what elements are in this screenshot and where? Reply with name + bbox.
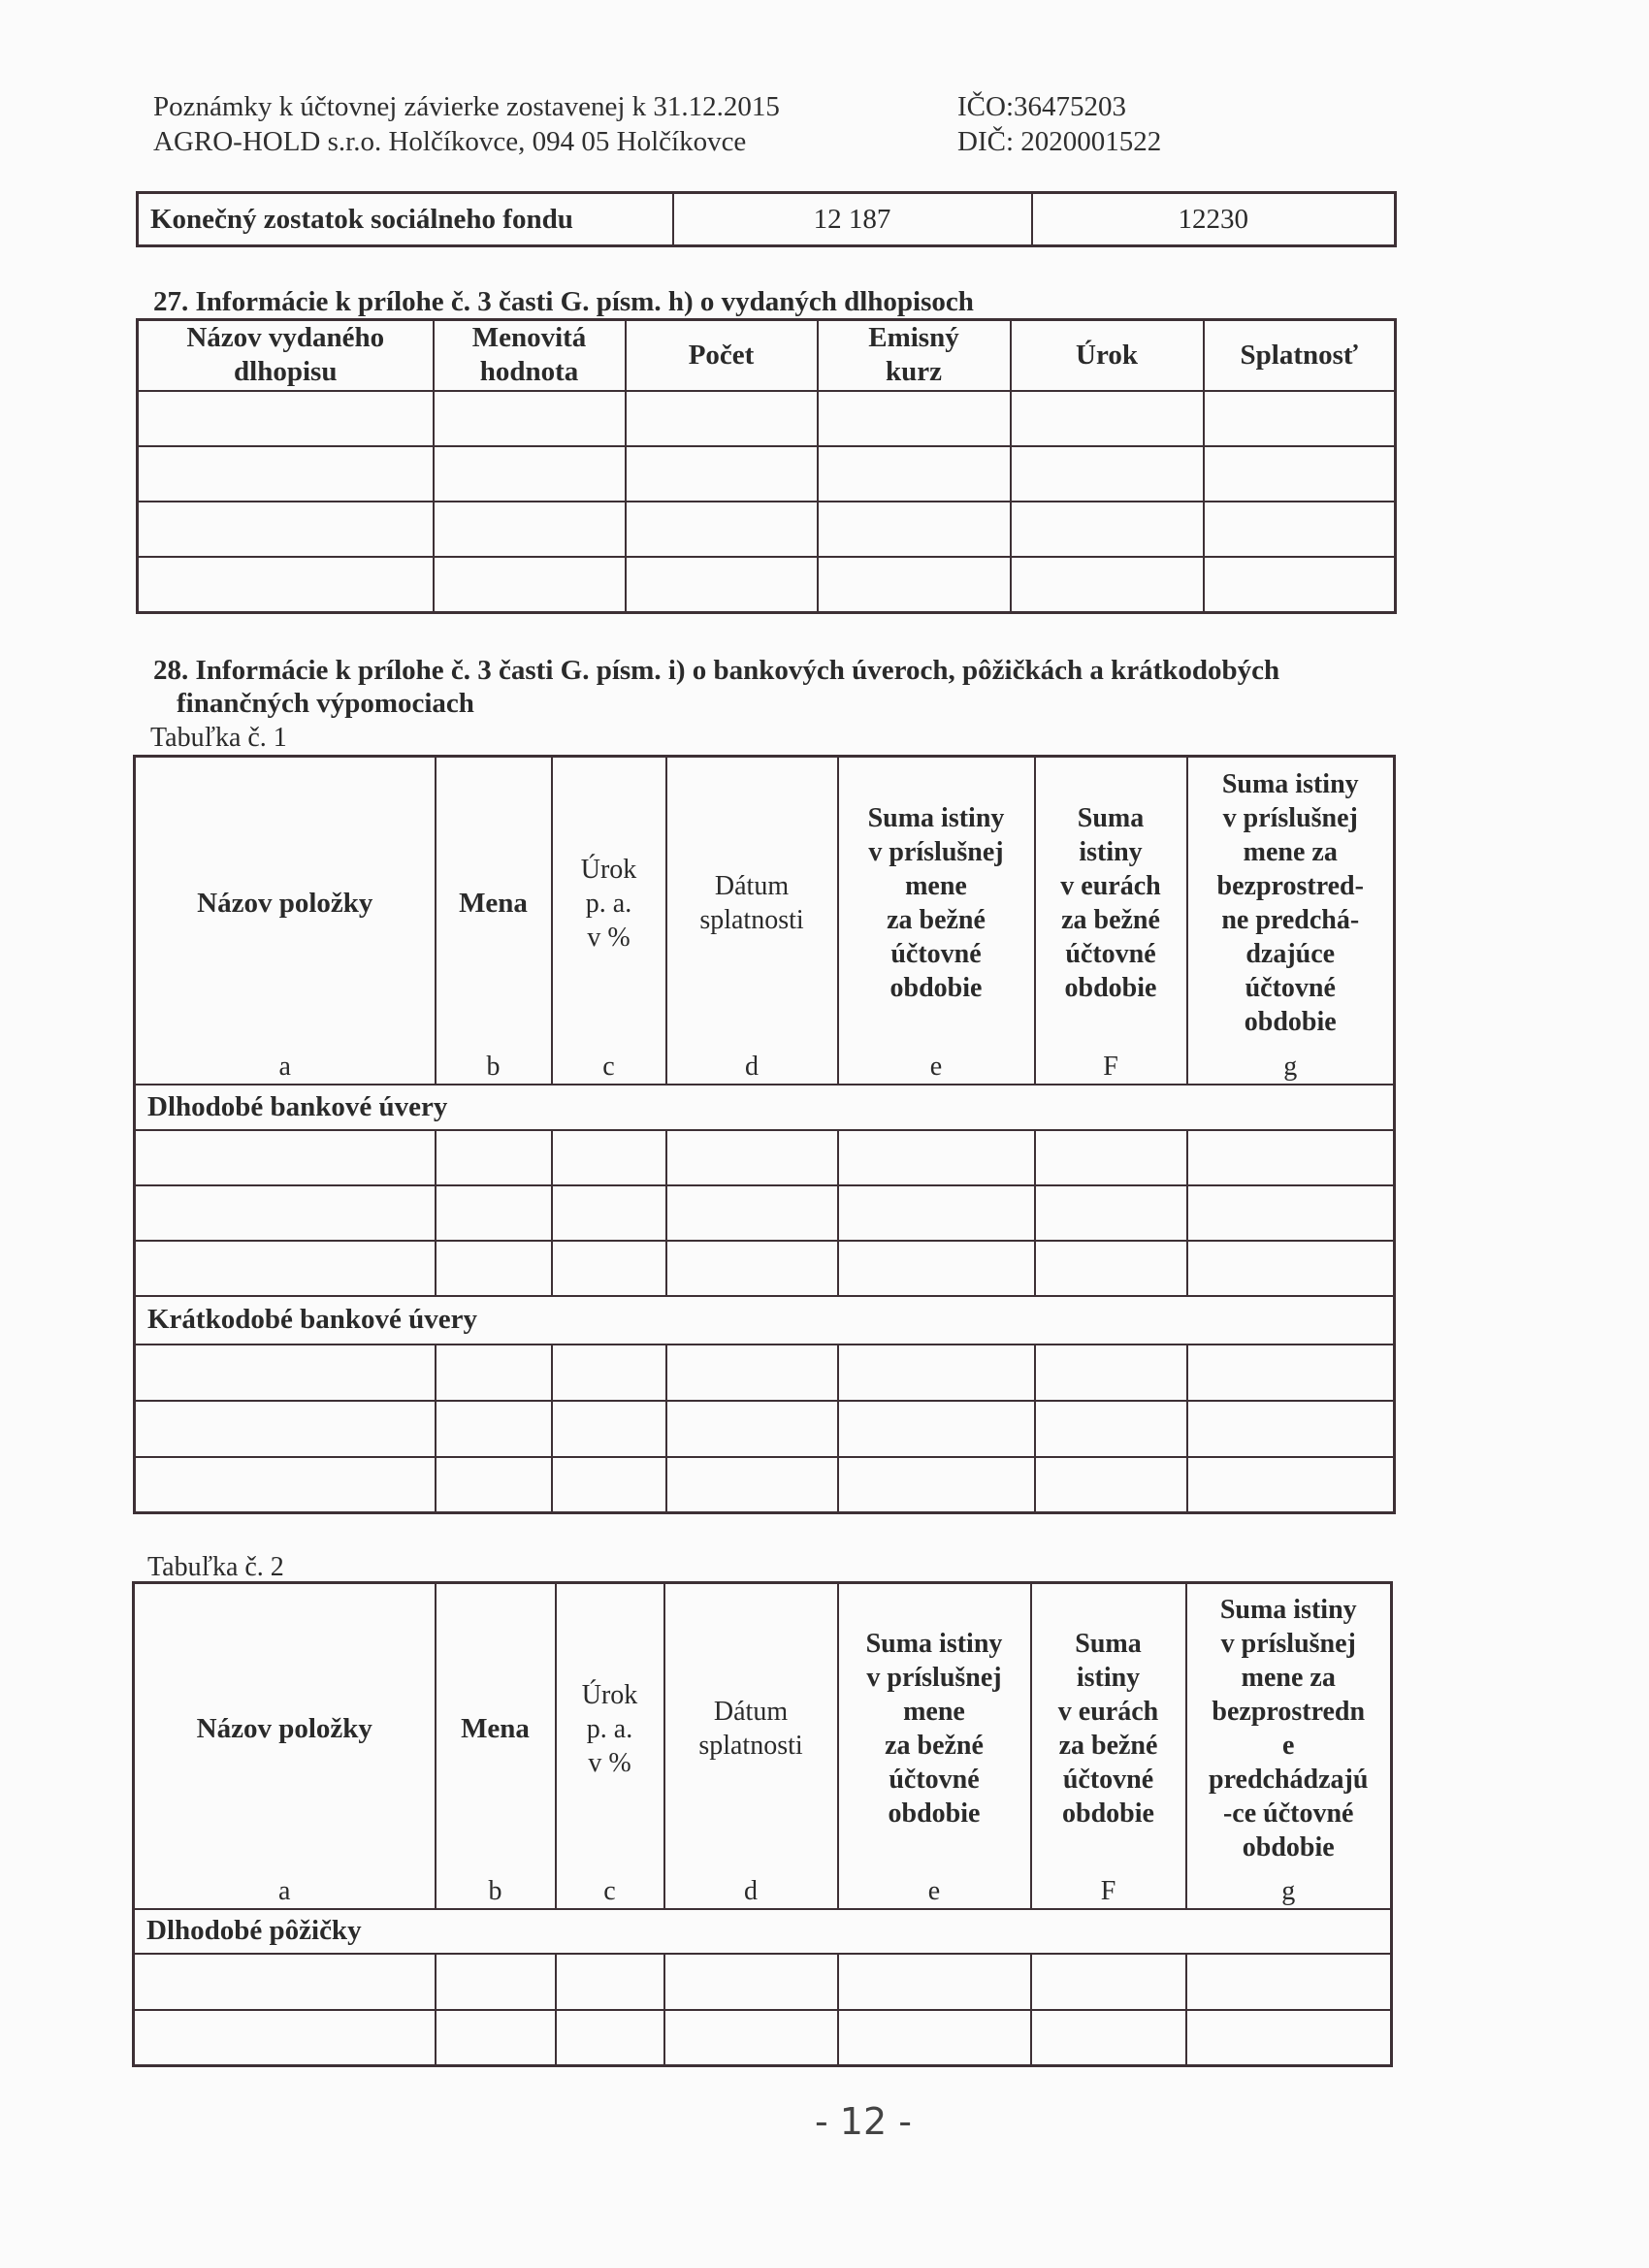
t1-col-interest: Úrok p. a. v %: [552, 757, 666, 1050]
social-fund-value-previous: 12230: [1032, 193, 1396, 246]
t2-letter-c: c: [556, 1874, 664, 1909]
t1-col-item-name: Názov položky: [135, 757, 436, 1050]
section28-title-line2: finančných výpomociach: [177, 688, 474, 719]
bonds-col-name: Názov vydaného dlhopisu: [138, 320, 434, 391]
header-dic: DIČ: 2020001522: [957, 126, 1162, 157]
table-row: [134, 1954, 1392, 2010]
t2-col-item-name: Názov položky: [134, 1583, 436, 1874]
table-row: [138, 446, 1396, 502]
t2-col-principal-currency: Suma istiny v príslušnej mene za bežné účtovné obdobie: [838, 1583, 1031, 1874]
header-left: [153, 89, 780, 159]
loans-table-1: [133, 755, 1396, 1514]
table-row: [134, 2010, 1392, 2066]
header-title: Poznámky k účtovnej závierke zostavenej k 31.12.2015: [153, 91, 780, 122]
t1-letter-c: c: [552, 1050, 666, 1085]
bonds-col-issue-rate: Emisný kurz: [818, 320, 1011, 391]
bonds-table: [136, 318, 1397, 614]
t1-letter-e: e: [838, 1050, 1035, 1085]
section28-title-line1: 28. Informácie k prílohe č. 3 časti G. písm. i) o bankových úveroch, pôžičkách a krátkodobých: [153, 655, 1280, 686]
table1-label: Tabuľka č. 1: [150, 723, 287, 753]
t1-letter-b: b: [436, 1050, 552, 1085]
loans-table-2: [132, 1581, 1393, 2067]
table-row: [138, 502, 1396, 557]
t1-group-short-term: Krátkodobé bankové úvery: [135, 1296, 1395, 1345]
t2-letter-b: b: [436, 1874, 556, 1909]
page-number: - 12 -: [815, 2100, 912, 2143]
t1-col-principal-previous: Suma istiny v príslušnej mene za bezprostred- ne predchá- dzajúce účtovné obdobie: [1187, 757, 1395, 1050]
t2-col-principal-previous: Suma istiny v príslušnej mene za bezprostredn e predchádzajú -ce účtovné obdobie: [1186, 1583, 1392, 1874]
t2-col-maturity-date: Dátum splatnosti: [664, 1583, 838, 1874]
table-row: [135, 1185, 1395, 1241]
t2-col-interest: Úrok p. a. v %: [556, 1583, 664, 1874]
header-ico: IČO:36475203: [957, 91, 1126, 122]
social-fund-label: Konečný zostatok sociálneho fondu: [138, 193, 673, 246]
header-right: [957, 89, 1161, 159]
bonds-col-maturity: Splatnosť: [1204, 320, 1396, 391]
social-fund-value-current: 12 187: [673, 193, 1032, 246]
table-row: [135, 1345, 1395, 1401]
t1-col-currency: Mena: [436, 757, 552, 1050]
section27-title: 27. Informácie k prílohe č. 3 časti G. písm. h) o vydaných dlhopisoch: [153, 286, 974, 317]
t1-letter-g: g: [1187, 1050, 1395, 1085]
t2-letter-g: g: [1186, 1874, 1392, 1909]
table-row: [138, 557, 1396, 612]
bonds-col-nominal: Menovitá hodnota: [434, 320, 626, 391]
t1-letter-f: F: [1035, 1050, 1187, 1085]
t1-letter-a: a: [135, 1050, 436, 1085]
t1-group-long-term: Dlhodobé bankové úvery: [135, 1085, 1395, 1130]
t2-letter-a: a: [134, 1874, 436, 1909]
bonds-col-count: Počet: [626, 320, 818, 391]
table-row: [135, 1130, 1395, 1185]
t2-letter-d: d: [664, 1874, 838, 1909]
bonds-col-interest: Úrok: [1011, 320, 1204, 391]
header-company: AGRO-HOLD s.r.o. Holčíkovce, 094 05 Holčíkovce: [153, 126, 747, 157]
t2-group-long-term-loans: Dlhodobé pôžičky: [134, 1909, 1392, 1954]
table2-label: Tabuľka č. 2: [147, 1552, 284, 1582]
table-row: [138, 391, 1396, 446]
t2-col-currency: Mena: [436, 1583, 556, 1874]
table-row: [135, 1457, 1395, 1513]
t1-col-maturity-date: Dátum splatnosti: [666, 757, 838, 1050]
table-row: [135, 1241, 1395, 1296]
table-row: [135, 1401, 1395, 1457]
t1-col-principal-eur: Suma istiny v eurách za bežné účtovné obdobie: [1035, 757, 1187, 1050]
t2-col-principal-eur: Suma istiny v eurách za bežné účtovné obdobie: [1031, 1583, 1186, 1874]
t2-letter-e: e: [838, 1874, 1031, 1909]
social-fund-table: [136, 191, 1397, 247]
t2-letter-f: F: [1031, 1874, 1186, 1909]
t1-col-principal-currency: Suma istiny v príslušnej mene za bežné účtovné obdobie: [838, 757, 1035, 1050]
t1-letter-d: d: [666, 1050, 838, 1085]
